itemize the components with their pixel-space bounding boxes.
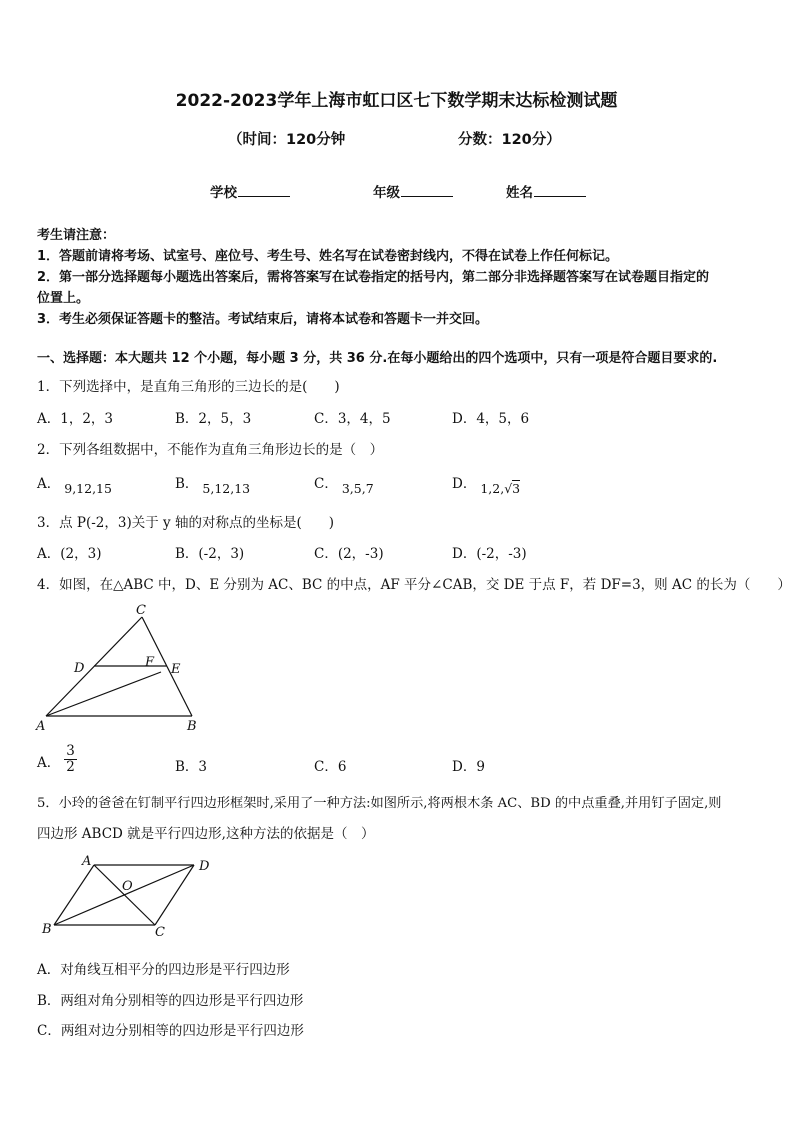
q5-label-c: C — [155, 925, 165, 940]
q1-option-b: B．2，5，3 — [175, 411, 252, 427]
q5-parallelogram-figure — [36, 850, 221, 940]
q2-option-c-value: 3,5,7 — [341, 481, 374, 496]
q4-option-a-numerator: 3 — [66, 743, 75, 759]
q4-label-b: B — [187, 719, 197, 734]
q4-segment-af — [46, 672, 161, 716]
q4-label-f: F — [145, 655, 155, 670]
q4-label-d: D — [74, 661, 85, 676]
grade-label: 年级 — [373, 185, 400, 201]
notice-line-2a: 2．第一部分选择题每小题选出答案后，需将答案写在试卷指定的括号内，第二部分非选择题答案写在试卷题目指定的 — [37, 270, 710, 285]
q4-option-a-label: A． — [37, 754, 61, 771]
q1-option-d: D．4，5，6 — [452, 411, 530, 427]
q3-option-b: B．(-2，3) — [175, 546, 245, 562]
q1-stem: 1．下列选择中，是直角三角形的三边长的是( ) — [37, 379, 340, 395]
q5-option-a: A．对角线互相平分的四边形是平行四边形 — [37, 962, 290, 978]
exam-time: （时间：120分钟 — [228, 132, 346, 148]
q2-option-b — [175, 472, 251, 496]
q2-option-a-label: A． — [37, 476, 61, 492]
q5-option-c: C．两组对边分别相等的四边形是平行四边形 — [37, 1023, 304, 1039]
q5-option-b: B．两组对角分别相等的四边形是平行四边形 — [37, 993, 304, 1009]
name-field — [506, 181, 586, 201]
notice-line-2b: 位置上。 — [37, 291, 90, 306]
q2-option-d — [452, 472, 521, 496]
q4-option-d: D．9 — [452, 759, 485, 775]
q2-option-b-label: B． — [175, 476, 199, 492]
q5-label-d: D — [199, 859, 210, 874]
q4-label-c: C — [136, 603, 146, 618]
q5-diagonal-bd — [54, 865, 194, 925]
q2-option-c — [314, 472, 374, 496]
q2-stem: 2．下列各组数据中，不能作为直角三角形边长的是（ ） — [37, 442, 384, 458]
q4-stem: 4．如图，在△ABC 中，D、E 分别为 AC、BC 的中点，AF 平分∠CAB，交 DE 于点 F，若 DF=3，则 AC 的长为（ ） — [37, 577, 791, 593]
school-blank — [238, 183, 290, 197]
q2-option-d-radicand: 3 — [512, 481, 521, 496]
name-label: 姓名 — [506, 185, 533, 201]
q2-option-d-value — [480, 481, 520, 496]
name-blank — [534, 183, 586, 197]
notice-line-1: 1．答题前请将考场、试室号、座位号、考生号、姓名写在试卷密封线内，不得在试卷上作任何标记。 — [37, 249, 619, 264]
q2-option-c-label: C． — [314, 476, 338, 492]
q4-option-c: C．6 — [314, 759, 347, 775]
notice-heading: 考生请注意： — [37, 228, 116, 243]
q2-option-a-value: 9,12,15 — [64, 481, 112, 496]
q2-option-a — [37, 472, 112, 496]
q4-option-a-fraction — [64, 744, 77, 775]
q4-label-a: A — [36, 719, 46, 734]
sqrt-symbol: √ — [504, 481, 513, 496]
notice-line-3: 3．考生必须保证答题卡的整洁。考试结束后，请将本试卷和答题卡一并交回。 — [37, 312, 489, 327]
q1-option-a: A．1，2，3 — [37, 411, 114, 427]
q2-option-b-value: 5,12,13 — [202, 481, 251, 496]
q3-option-d: D．(-2，-3) — [452, 546, 527, 562]
q2-option-d-label: D． — [452, 476, 477, 492]
q4-option-a — [37, 744, 77, 775]
q3-option-c: C．(2，-3) — [314, 546, 384, 562]
q1-option-c: C．3，4，5 — [314, 411, 391, 427]
q3-option-a: A．(2，3) — [37, 546, 102, 562]
q4-label-e: E — [171, 662, 181, 677]
section-heading: 一、选择题：本大题共 12 个小题，每小题 3 分，共 36 分.在每小题给出的四个选项中，只有一项是符合题目要求的. — [37, 351, 718, 366]
school-field — [210, 181, 290, 201]
exam-score: 分数：120分） — [458, 132, 561, 148]
q5-label-a: A — [82, 854, 92, 869]
q5-stem-line-2: 四边形 ABCD 就是平行四边形,这种方法的依据是（ ） — [37, 826, 375, 842]
q5-label-o: O — [122, 879, 133, 894]
grade-blank — [401, 183, 453, 197]
page-title: 2022-2023学年上海市虹口区七下数学期末达标检测试题 — [175, 91, 618, 111]
q4-triangle-figure — [30, 600, 210, 738]
q3-stem: 3．点 P(-2，3)关于 y 轴的对称点的坐标是( ) — [37, 515, 334, 531]
q5-stem-line-1: 5．小玲的爸爸在钉制平行四边形框架时,采用了一种方法:如图所示,将两根木条 AC、BD 的中点重叠,并用钉子固定,则 — [37, 796, 722, 811]
q2-option-d-prefix: 1,2, — [480, 481, 505, 496]
grade-field — [373, 181, 453, 201]
q4-option-a-denominator: 2 — [66, 758, 75, 775]
q4-option-b: B．3 — [175, 759, 208, 775]
q5-label-b: B — [42, 922, 52, 937]
school-label: 学校 — [210, 185, 237, 201]
